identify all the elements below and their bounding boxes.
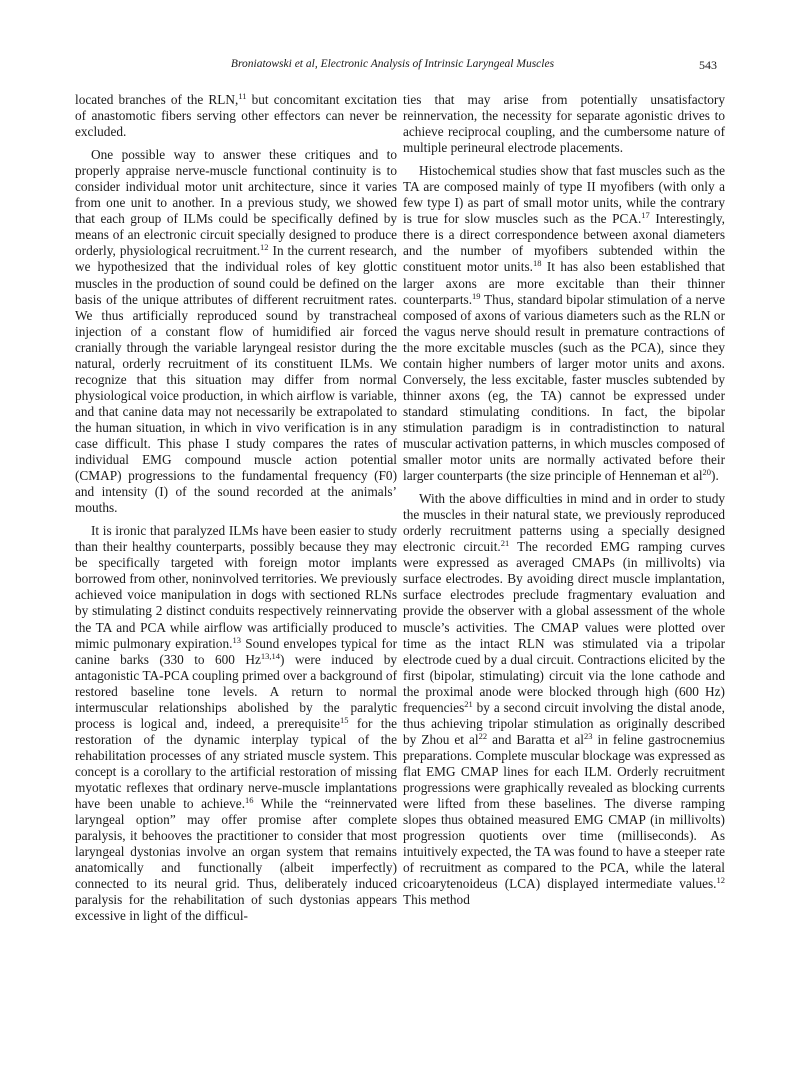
paragraph — [403, 92, 725, 156]
citation-ref: 13 — [232, 634, 241, 645]
text-run: ties that may arise from potentially unsatisfactory reinnervation, the necessity for separate agonistic drives to achieve reciprocal coupling, and the cumbersome nature of multiple perineural electrode placements. — [403, 92, 725, 156]
text-run: Sound envelopes typical for canine barks (330 to 600 Hz — [75, 635, 397, 667]
text-run: by a second circuit involving the distal anode, thus achieving tripolar stimulation as originally described by Zhou et al — [403, 699, 725, 747]
paragraph — [75, 147, 397, 516]
text-run: Thus, standard bipolar stimulation of a nerve composed of axons of various diameters such as the RLN or the vagus nerve should result in premature contractions of the more excitable muscles (such as the PCA), since they contain higher numbers of larger motor units and axons. Conversely, the less excitable, faster muscles subtended by thinner axons (eg, the TA) cannot be expressed under standard stimulating conditions. In fact, the bipolar stimulation paradigm is in contradistinction to natural muscular activation patterns, in which muscles composed of smaller motor units are normally activated before their larger counterparts (the size principle of Henneman et al — [403, 291, 725, 484]
right-column — [403, 92, 725, 908]
text-run: This method — [403, 892, 470, 908]
citation-ref: 16 — [245, 795, 254, 806]
paragraph — [75, 92, 397, 140]
paragraph — [403, 163, 725, 484]
citation-ref: 18 — [533, 258, 542, 269]
citation-ref: 11 — [238, 91, 247, 101]
citation-ref: 13,14 — [260, 650, 281, 661]
text-run: located branches of the RLN, — [75, 92, 239, 107]
citation-ref: 22 — [478, 730, 488, 741]
citation-ref: 15 — [340, 714, 349, 725]
text-run: With the above difficulties in mind and in order to study the muscles in their natural state, we previously reproduced orderly recruitment patterns using a specially designed electronic circuit. — [403, 491, 725, 555]
citation-ref: 12 — [260, 242, 269, 253]
text-run: While the “reinnervated laryngeal option” may offer promise after complete paralysis, it behooves the practitioner to consider that most laryngeal dystonias involve an organ system that remains anatomically and functionally (albeit imperfectly) connected to its neural grid. Thus, deliberately induced paralysis for the rehabilitation of such dystonias appears excessive in light of the difficul- — [75, 796, 397, 924]
citation-ref: 19 — [472, 290, 481, 301]
text-run: The recorded EMG ramping curves were expressed as averaged CMAPs (in millivolts) via surface electrodes. By avoiding direct muscle implantation, surface electrodes preclude fragmentary evaluation and provide the observer with a global assessment of the whole muscle’s activities. The CMAP values were plotted over time as the intact RLN was stimulated via a tripolar electrode cued by a dual circuit. Contractions elicited by the first (bipolar, stimulating) circuit via the lone cathode and the proximal anode were blocked through high (600 Hz) frequencies — [403, 539, 726, 715]
left-column — [75, 92, 397, 924]
paragraph — [403, 491, 725, 908]
text-run: One possible way to answer these critiques and to properly appraise nerve-muscle functional continuity is to consider individual motor unit architecture, since it varies from one unit to another. In a previous study, we showed that each group of ILMs could be specifically defined by means of an electronic circuit specially designed to produce orderly, physiological recruitment. — [75, 147, 397, 259]
citation-ref: 20 — [702, 467, 712, 478]
text-run: It is ironic that paralyzed ILMs have been easier to study than their healthy counterparts, possibly because they may be specifically targeted with foreign motor implants borrowed from other, noninvolved territories. We previously achieved voice manipulation in dogs with sectioned RLNs by stimulating 2 distinct conduits respectively reinnervating the TA and PCA while airflow was artificially produced to mimic pulmonary expiration. — [75, 523, 397, 651]
text-run: in feline gastrocnemius preparations. Complete muscular blockage was expressed as flat EMG CMAP lines for each ILM. Orderly recruitment progressions were graphically revealed as blocking currents were lifted from these baselines. The diverse ramping slopes thus obtained measured EMG CMAP (in millivolts) progression quotients over time (milliseconds). As intuitively expected, the TA was found to have a steeper rate of recruitment as compared to the PCA, while the lateral cricoarytenoideus (LCA) displayed intermediate values. — [403, 731, 725, 892]
text-run: It has also been established that larger axons are more excitable than their thinner counterparts. — [403, 259, 725, 307]
citation-ref: 21 — [500, 538, 510, 549]
running-title: Broniatowski et al, Electronic Analysis of Intrinsic Laryngeal Muscles — [230, 58, 555, 70]
text-run: but concomitant excitation of anastomotic fibers serving other effectors can never be excluded. — [75, 92, 397, 140]
paragraph — [75, 523, 397, 924]
text-run: ). — [711, 468, 719, 484]
citation-ref: 23 — [584, 730, 593, 741]
page-number: 543 — [699, 58, 717, 72]
text-run: ) were induced by antagonistic TA-PCA coupling primed over a background of restored baseline tone levels. A return to normal intermuscular relationships abolished by the paralytic process is logical and, indeed, a prerequisite — [75, 651, 397, 731]
citation-ref: 12 — [716, 875, 725, 886]
text-run: for the restoration of the dynamic interplay typical of the rehabilitation processes of any striated muscle system. This concept is a corollary to the artificial restoration of missing myotatic reflexes that ordinary nerve-muscle implantations have been unable to achieve. — [75, 715, 397, 812]
text-run: In the current research, we hypothesized that the individual roles of key glottic muscles in the production of sound could be defined on the basis of the unique attributes of different recruitment rates. We thus artificially reproduced sound by transtracheal injection of a constant flow of humidified air forced cranially through the variable laryngeal resistor during the natural, orderly recruitment of its constituent ILMs. We recognize that this situation may differ from normal physiological voice production, in which airflow is variable, and that canine data may not necessarily be extrapolated to the human situation, in which in vivo verification is in any case difficult. This phase I study compares the rates of individual EMG compound muscle action potential (CMAP) progressions to the fundamental frequency (F0) and intensity (I) of the sound recorded at the animals’ mouths. — [75, 243, 397, 516]
citation-ref: 21 — [464, 698, 473, 709]
text-run: Histochemical studies show that fast muscles such as the TA are composed mainly of type II myofibers (with only a few type I) as part of small motor units, while the contrary is true for slow muscles such as the PCA. — [403, 163, 725, 227]
text-run: and Baratta et al — [487, 731, 584, 747]
running-head — [0, 58, 785, 70]
text-run: Interestingly, there is a direct correspondence between axonal diameters and the number of myofibers subtended within the constituent motor units. — [403, 211, 725, 275]
citation-ref: 17 — [641, 210, 650, 221]
